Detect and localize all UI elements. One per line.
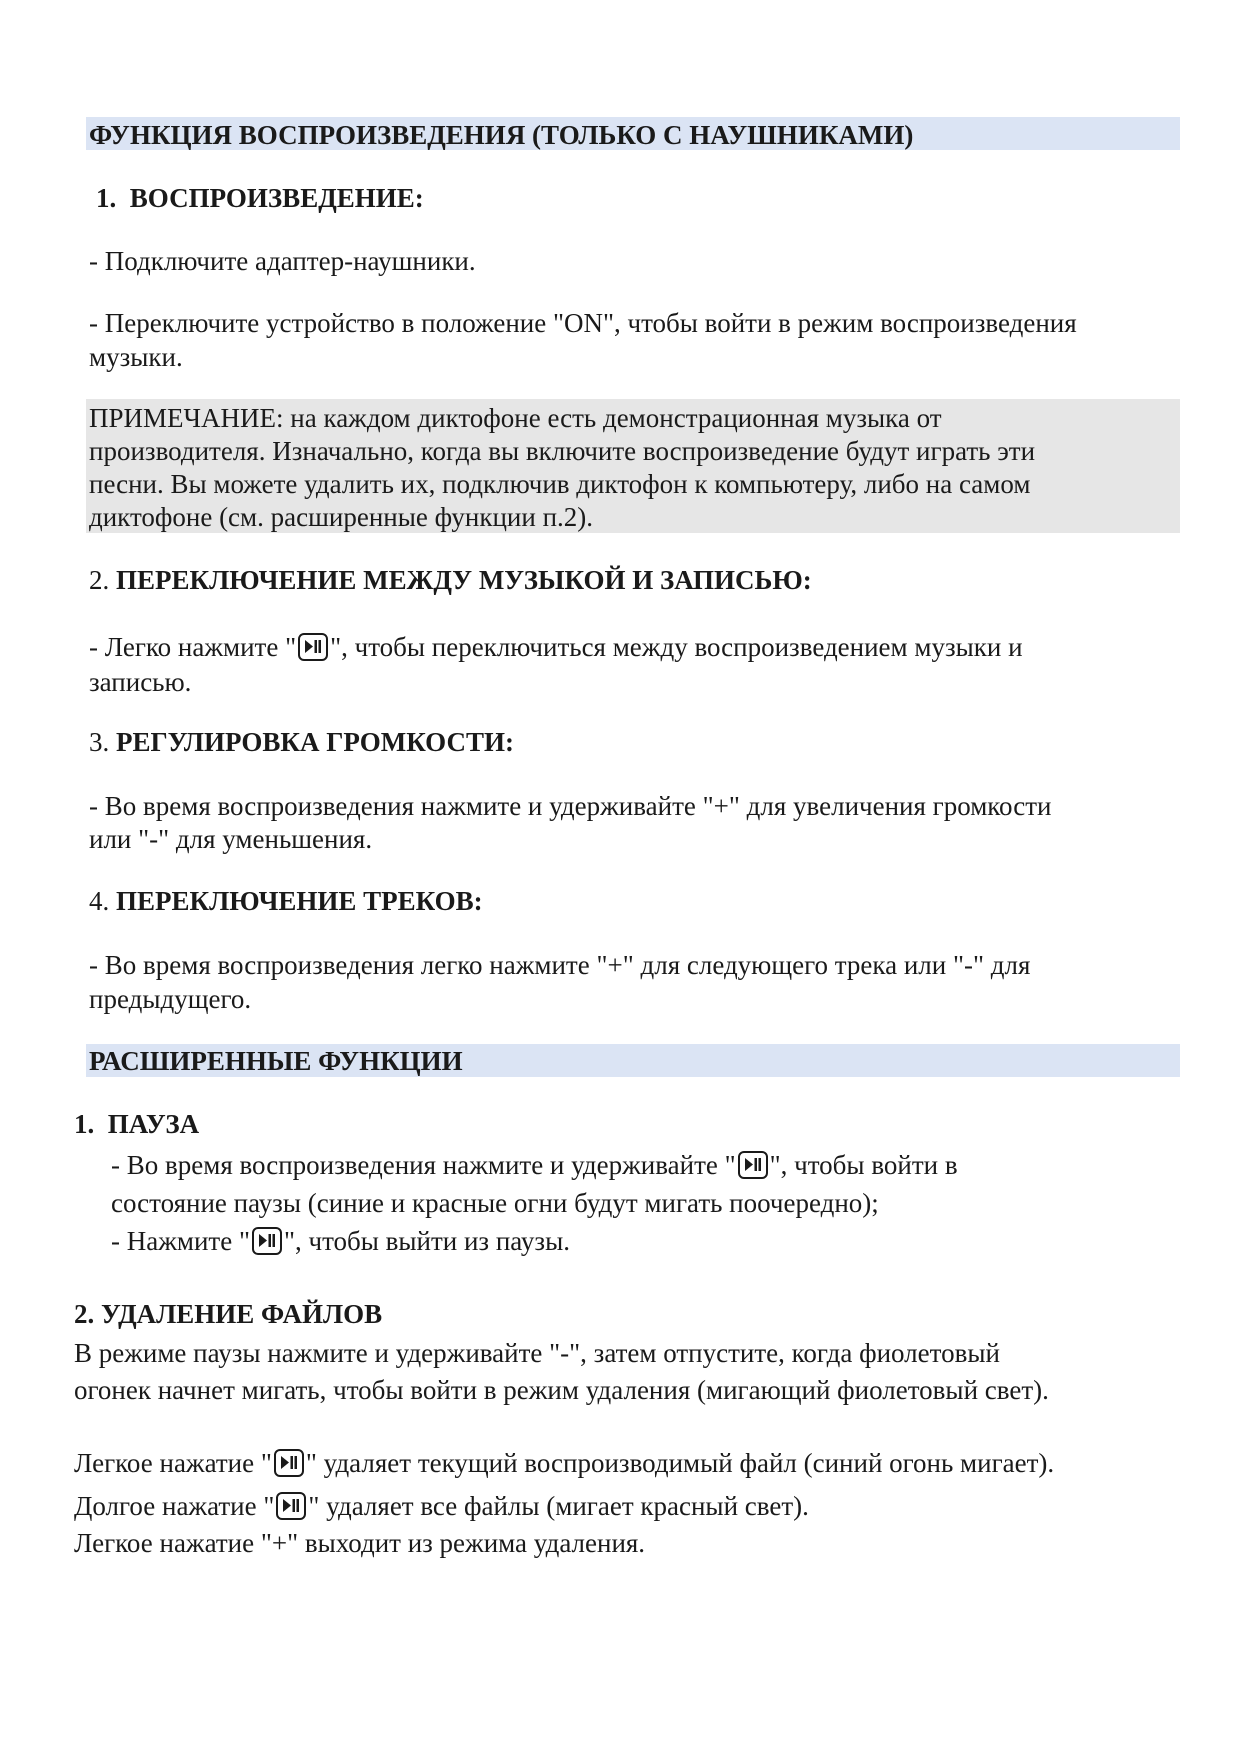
text-fragment: - Во время воспроизведения нажмите и удерживайте " — [111, 1150, 736, 1180]
play-pause-icon — [738, 1151, 768, 1179]
section-title-advanced: РАСШИРЕННЫЕ ФУНКЦИИ — [89, 1046, 463, 1076]
subheading-label: ПЕРЕКЛЮЧЕНИЕ ТРЕКОВ: — [116, 886, 483, 916]
paragraph-line: музыки. — [89, 342, 183, 372]
subheading-number: 3. — [89, 727, 110, 757]
subheading-number: 1. — [96, 183, 117, 213]
note-line: производителя. Изначально, когда вы включите воспроизведение будут играть эти — [89, 436, 1036, 466]
note-line: песни. Вы можете удалить их, подключив диктофон к компьютеру, либо на самом — [89, 469, 1031, 499]
play-pause-icon — [274, 1449, 304, 1477]
paragraph-line: В режиме паузы нажмите и удерживайте "-", затем отпустите, когда фиолетовый — [74, 1338, 1000, 1368]
paragraph-line: огонек начнет мигать, чтобы войти в режим удаления (мигающий фиолетовый свет). — [74, 1375, 1049, 1405]
text-fragment: - Легко нажмите " — [89, 632, 297, 662]
paragraph-line: - Во время воспроизведения нажмите и удерживайте "+" для увеличения громкости — [89, 791, 1052, 821]
paragraph-line — [74, 1446, 1054, 1480]
text-fragment: Легкое нажатие " — [74, 1448, 272, 1478]
subheading-pause — [74, 1107, 199, 1141]
subheading-volume — [89, 725, 514, 759]
paragraph-line — [111, 1148, 958, 1182]
text-fragment: - Нажмите " — [111, 1226, 250, 1256]
play-pause-icon — [298, 633, 328, 661]
paragraph-line: или "-" для уменьшения. — [89, 824, 373, 854]
subheading-tracks — [89, 884, 483, 918]
text-fragment: " удаляет текущий воспроизводимый файл (синий огонь мигает). — [305, 1448, 1055, 1478]
play-pause-icon — [252, 1227, 282, 1255]
subheading-label: РЕГУЛИРОВКА ГРОМКОСТИ: — [116, 727, 514, 757]
note-line: ПРИМЕЧАНИЕ: на каждом диктофоне есть демонстрационная музыка от — [89, 403, 942, 433]
subheading-delete-files — [74, 1297, 382, 1331]
note-line: диктофоне (см. расширенные функции п.2). — [89, 502, 594, 532]
paragraph-line: - Переключите устройство в положение "ON", чтобы войти в режим воспроизведения — [89, 308, 1077, 338]
subheading-switch-mode — [89, 563, 812, 597]
text-fragment: " удаляет все файлы (мигает красный свет). — [308, 1491, 809, 1521]
paragraph-line — [111, 1224, 570, 1258]
paragraph-line: Легкое нажатие "+" выходит из режима удаления. — [74, 1528, 646, 1558]
subheading-number: 4. — [89, 886, 110, 916]
text-fragment: ", чтобы переключиться между воспроизведением музыки и — [330, 632, 1023, 662]
paragraph-line: предыдущего. — [89, 984, 252, 1014]
subheading-playback — [96, 181, 424, 215]
paragraph-line: - Во время воспроизведения легко нажмите "+" для следующего трека или "-" для — [89, 950, 1031, 980]
subheading-label: ВОСПРОИЗВЕДЕНИЕ: — [129, 183, 424, 213]
text-fragment: ", чтобы войти в — [769, 1150, 958, 1180]
text-fragment: Долгое нажатие " — [74, 1491, 275, 1521]
subheading-label: ПЕРЕКЛЮЧЕНИЕ МЕЖДУ МУЗЫКОЙ И ЗАПИСЬЮ: — [116, 565, 812, 595]
subheading-number: 2. — [89, 565, 110, 595]
paragraph-line — [89, 630, 1023, 664]
play-pause-icon — [276, 1492, 306, 1520]
subheading-label: . УДАЛЕНИЕ ФАЙЛОВ — [87, 1299, 383, 1329]
subheading-number: 1. — [74, 1109, 95, 1139]
paragraph-line — [74, 1489, 809, 1523]
paragraph-line: состояние паузы (синие и красные огни будут мигать поочередно); — [111, 1188, 879, 1218]
subheading-number: 2 — [74, 1299, 88, 1329]
subheading-label: ПАУЗА — [107, 1109, 200, 1139]
paragraph-line: записью. — [89, 667, 192, 697]
text-fragment: ", чтобы выйти из паузы. — [283, 1226, 570, 1256]
paragraph-line: - Подключите адаптер-наушники. — [89, 246, 476, 276]
section-title-playback: ФУНКЦИЯ ВОСПРОИЗВЕДЕНИЯ (ТОЛЬКО С НАУШНИКАМИ) — [89, 120, 914, 150]
